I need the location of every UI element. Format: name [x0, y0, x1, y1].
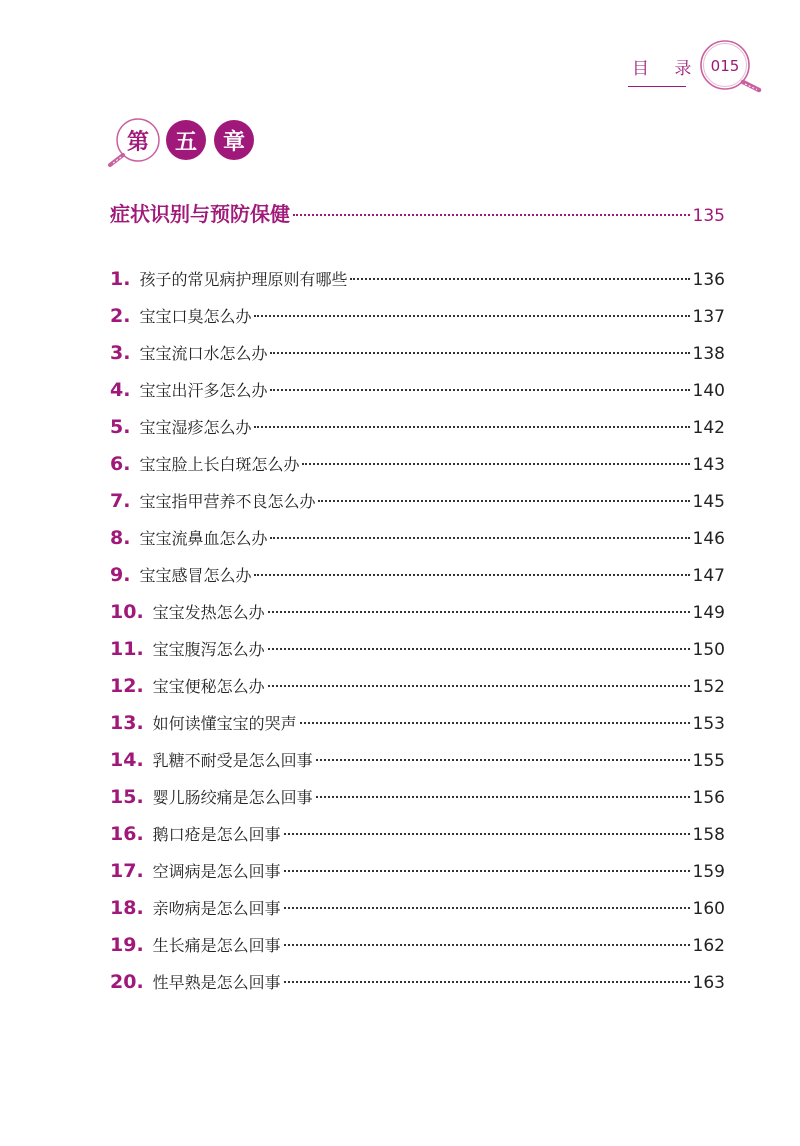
entry-title: 宝宝发热怎么办 — [152, 603, 265, 622]
entry-title: 性早熟是怎么回事 — [152, 973, 281, 992]
toc-list — [110, 267, 725, 1007]
entry-page: 153 — [692, 714, 725, 734]
toc-entry[interactable] — [110, 970, 725, 1007]
toc-entry[interactable] — [110, 378, 725, 415]
dot-leader — [254, 315, 689, 317]
toc-entry[interactable] — [110, 563, 725, 600]
dot-leader — [302, 463, 689, 465]
entry-number: 3. — [110, 342, 131, 364]
dot-leader — [270, 537, 689, 539]
dot-leader — [318, 500, 689, 502]
section-page: 135 — [692, 206, 725, 226]
entry-page: 155 — [692, 751, 725, 771]
toc-entry[interactable] — [110, 304, 725, 341]
entry-page: 152 — [692, 677, 725, 697]
header-underline — [628, 86, 686, 87]
dot-leader — [300, 722, 690, 724]
entry-title: 婴儿肠绞痛是怎么回事 — [152, 788, 313, 807]
toc-entry[interactable] — [110, 933, 725, 970]
dot-leader — [268, 685, 690, 687]
entry-number: 18. — [110, 897, 144, 919]
entry-title: 宝宝指甲营养不良怎么办 — [139, 492, 316, 511]
entry-number: 4. — [110, 379, 131, 401]
page-number: 015 — [710, 57, 740, 75]
entry-number: 17. — [110, 860, 144, 882]
entry-title: 宝宝口臭怎么办 — [139, 307, 252, 326]
entry-page: 159 — [692, 862, 725, 882]
entry-page: 145 — [692, 492, 725, 512]
entry-number: 10. — [110, 601, 144, 623]
dot-leader — [316, 759, 690, 761]
entry-page: 143 — [692, 455, 725, 475]
entry-title: 宝宝感冒怎么办 — [139, 566, 252, 585]
toc-entry[interactable] — [110, 674, 725, 711]
toc-entry[interactable] — [110, 341, 725, 378]
entry-number: 9. — [110, 564, 131, 586]
toc-entry[interactable] — [110, 822, 725, 859]
header-section-label: 目 录 — [632, 59, 702, 79]
section-heading[interactable] — [110, 198, 725, 228]
chapter-char: 五 — [166, 120, 206, 160]
entry-number: 6. — [110, 453, 131, 475]
dot-leader — [284, 870, 690, 872]
entry-page: 160 — [692, 899, 725, 919]
entry-title: 空调病是怎么回事 — [152, 862, 281, 881]
entry-title: 孩子的常见病护理原则有哪些 — [139, 270, 348, 289]
dot-leader — [284, 907, 690, 909]
entry-page: 136 — [692, 270, 725, 290]
toc-entry[interactable] — [110, 452, 725, 489]
entry-page: 163 — [692, 973, 725, 993]
entry-number: 7. — [110, 490, 131, 512]
toc-entry[interactable] — [110, 896, 725, 933]
toc-entry[interactable] — [110, 267, 725, 304]
entry-number: 16. — [110, 823, 144, 845]
entry-page: 156 — [692, 788, 725, 808]
entry-number: 20. — [110, 971, 144, 993]
entry-page: 146 — [692, 529, 725, 549]
dot-leader — [254, 426, 689, 428]
toc-entry[interactable] — [110, 637, 725, 674]
toc-entry[interactable] — [110, 859, 725, 896]
dot-leader — [284, 981, 690, 983]
entry-number: 2. — [110, 305, 131, 327]
entry-title: 宝宝流口水怎么办 — [139, 344, 268, 363]
entry-page: 142 — [692, 418, 725, 438]
chapter-char: 第 — [126, 129, 149, 155]
entry-page: 149 — [692, 603, 725, 623]
entry-title: 宝宝脸上长白斑怎么办 — [139, 455, 300, 474]
entry-page: 137 — [692, 307, 725, 327]
chapter-char: 章 — [214, 120, 254, 160]
entry-number: 15. — [110, 786, 144, 808]
toc-entry[interactable] — [110, 600, 725, 637]
dot-leader — [270, 389, 689, 391]
toc-entry[interactable] — [110, 711, 725, 748]
toc-entry[interactable] — [110, 748, 725, 785]
entry-page: 138 — [692, 344, 725, 364]
dot-leader — [254, 574, 689, 576]
entry-number: 5. — [110, 416, 131, 438]
entry-number: 1. — [110, 268, 131, 290]
entry-title: 宝宝腹泻怎么办 — [152, 640, 265, 659]
entry-number: 8. — [110, 527, 131, 549]
entry-number: 14. — [110, 749, 144, 771]
chapter-badge — [108, 117, 258, 169]
toc-entry[interactable] — [110, 785, 725, 822]
entry-number: 19. — [110, 934, 144, 956]
toc-entry[interactable] — [110, 415, 725, 452]
dot-leader — [350, 278, 689, 280]
dot-leader — [268, 648, 690, 650]
toc-entry[interactable] — [110, 489, 725, 526]
entry-title: 宝宝流鼻血怎么办 — [139, 529, 268, 548]
entry-title: 鹅口疮是怎么回事 — [152, 825, 281, 844]
dot-leader — [316, 796, 690, 798]
dot-leader — [284, 944, 690, 946]
dot-leader — [284, 833, 690, 835]
entry-page: 162 — [692, 936, 725, 956]
entry-page: 140 — [692, 381, 725, 401]
dot-leader — [268, 611, 690, 613]
entry-number: 13. — [110, 712, 144, 734]
section-title: 症状识别与预防保健 — [110, 202, 290, 226]
entry-title: 宝宝出汗多怎么办 — [139, 381, 268, 400]
entry-title: 亲吻病是怎么回事 — [152, 899, 281, 918]
entry-title: 如何读懂宝宝的哭声 — [152, 714, 297, 733]
entry-title: 宝宝湿疹怎么办 — [139, 418, 252, 437]
entry-page: 150 — [692, 640, 725, 660]
entry-number: 12. — [110, 675, 144, 697]
entry-page: 158 — [692, 825, 725, 845]
entry-number: 11. — [110, 638, 144, 660]
entry-page: 147 — [692, 566, 725, 586]
entry-title: 乳糖不耐受是怎么回事 — [152, 751, 313, 770]
entry-title: 宝宝便秘怎么办 — [152, 677, 265, 696]
dot-leader — [270, 352, 689, 354]
dot-leader — [293, 214, 690, 216]
entry-title: 生长痛是怎么回事 — [152, 936, 281, 955]
toc-entry[interactable] — [110, 526, 725, 563]
